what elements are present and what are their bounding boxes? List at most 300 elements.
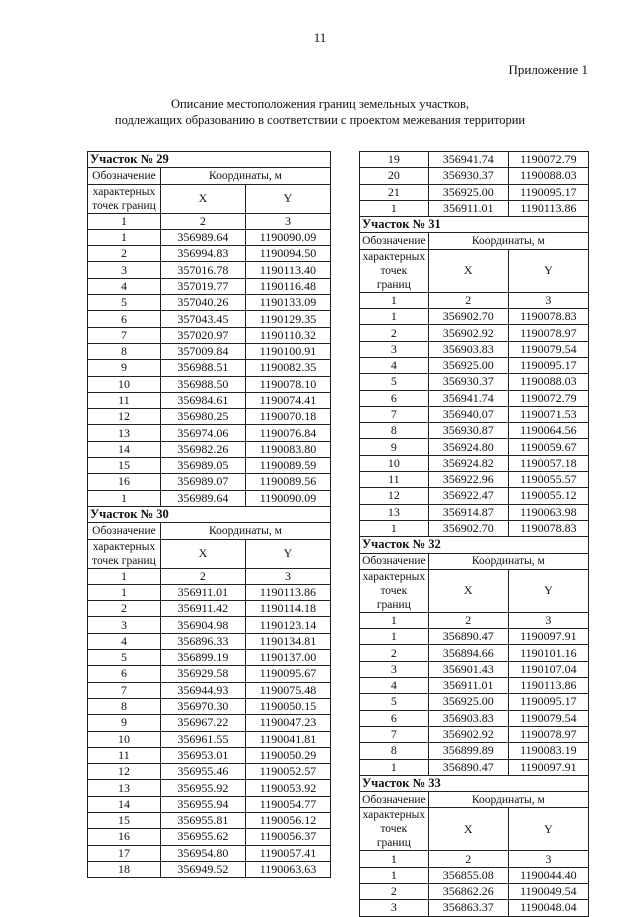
- table-row: [88, 715, 331, 731]
- point-number: 1: [88, 490, 161, 506]
- table-row: [88, 409, 331, 425]
- table-row: [88, 490, 331, 506]
- column-number-row: [360, 292, 589, 308]
- y-coordinate: 1190123.14: [245, 617, 330, 633]
- point-number: 2: [88, 601, 161, 617]
- table-row: [360, 488, 589, 504]
- y-coordinate: 1190095.17: [508, 694, 588, 710]
- y-coordinate: 1190089.59: [245, 458, 330, 474]
- point-number: 11: [88, 392, 161, 408]
- plot-title-row: [88, 152, 331, 168]
- left-column: [87, 151, 331, 878]
- column-number: 3: [245, 568, 330, 584]
- y-coordinate: 1190083.19: [508, 743, 588, 759]
- y-coordinate: 1190078.83: [508, 309, 588, 325]
- table-row: [88, 666, 331, 682]
- point-number: 7: [88, 682, 161, 698]
- point-number: 1: [88, 229, 161, 245]
- y-coordinate: 1190097.91: [508, 629, 588, 645]
- table-row: [88, 731, 331, 747]
- header-row: [360, 569, 589, 612]
- table-row: [88, 764, 331, 780]
- x-coordinate: 356911.01: [428, 678, 508, 694]
- document-title: [0, 96, 640, 128]
- point-number: 4: [88, 278, 161, 294]
- header-row: [360, 808, 589, 851]
- header-row: [88, 184, 331, 213]
- table-row: [360, 439, 589, 455]
- y-coordinate: 1190090.09: [245, 490, 330, 506]
- column-number: 2: [428, 292, 508, 308]
- header-row: [88, 539, 331, 568]
- point-number: 1: [360, 759, 429, 775]
- y-coordinate: 1190072.79: [508, 152, 588, 168]
- coordinates-header: Координаты, м: [428, 792, 588, 808]
- header-row: [360, 249, 589, 292]
- table-row: [88, 796, 331, 812]
- column-number: 3: [508, 612, 588, 628]
- column-number: 2: [160, 568, 245, 584]
- point-number: 10: [88, 376, 161, 392]
- plot-title: Участок № 31: [360, 217, 589, 233]
- x-coordinate: 356988.51: [160, 360, 245, 376]
- y-coordinate: 1190088.03: [508, 168, 588, 184]
- y-coordinate: 1190054.77: [245, 796, 330, 812]
- y-header: Y: [508, 569, 588, 612]
- point-number: 12: [88, 409, 161, 425]
- table-row: [360, 390, 589, 406]
- x-coordinate: 356922.96: [428, 472, 508, 488]
- y-header: Y: [508, 808, 588, 851]
- y-coordinate: 1190089.56: [245, 474, 330, 490]
- y-coordinate: 1190055.57: [508, 472, 588, 488]
- point-number: 14: [88, 441, 161, 457]
- table-row: [88, 812, 331, 828]
- coordinates-table-right: [359, 151, 589, 917]
- y-coordinate: 1190044.40: [508, 867, 588, 883]
- table-row: [88, 698, 331, 714]
- y-coordinate: 1190097.91: [508, 759, 588, 775]
- y-coordinate: 1190050.15: [245, 698, 330, 714]
- point-number: 13: [88, 780, 161, 796]
- table-row: [360, 341, 589, 357]
- table-row: [360, 152, 589, 168]
- y-coordinate: 1190056.37: [245, 829, 330, 845]
- x-coordinate: 356901.43: [428, 661, 508, 677]
- table-row: [360, 309, 589, 325]
- point-number: 4: [360, 357, 429, 373]
- point-number: 16: [88, 474, 161, 490]
- coordinates-header: Координаты, м: [160, 523, 330, 539]
- point-number: 8: [88, 343, 161, 359]
- plot-title-row: [360, 775, 589, 791]
- table-row: [360, 325, 589, 341]
- plot-title-row: [88, 506, 331, 522]
- x-coordinate: 356989.05: [160, 458, 245, 474]
- column-number: 1: [360, 851, 429, 867]
- designation-header-sub: характерных точек границ: [360, 808, 429, 851]
- y-coordinate: 1190090.09: [245, 229, 330, 245]
- x-header: X: [428, 808, 508, 851]
- x-coordinate: 356955.92: [160, 780, 245, 796]
- point-number: 13: [360, 504, 429, 520]
- y-coordinate: 1190072.79: [508, 390, 588, 406]
- header-row: [360, 233, 589, 249]
- y-coordinate: 1190110.32: [245, 327, 330, 343]
- point-number: 3: [360, 900, 429, 916]
- point-number: 1: [360, 520, 429, 536]
- x-coordinate: 356855.08: [428, 867, 508, 883]
- point-number: 13: [88, 425, 161, 441]
- point-number: 8: [360, 743, 429, 759]
- y-coordinate: 1190137.00: [245, 650, 330, 666]
- x-coordinate: 356984.61: [160, 392, 245, 408]
- x-coordinate: 356941.74: [428, 390, 508, 406]
- y-coordinate: 1190114.18: [245, 601, 330, 617]
- table-row: [360, 406, 589, 422]
- point-number: 12: [88, 764, 161, 780]
- table-row: [360, 867, 589, 883]
- point-number: 8: [360, 423, 429, 439]
- point-number: 7: [360, 406, 429, 422]
- y-coordinate: 1190047.23: [245, 715, 330, 731]
- page-number: 11: [313, 30, 327, 45]
- x-coordinate: 356967.22: [160, 715, 245, 731]
- plot-title: Участок № 30: [88, 506, 331, 522]
- y-coordinate: 1190095.17: [508, 357, 588, 373]
- x-coordinate: 356982.26: [160, 441, 245, 457]
- y-coordinate: 1190063.98: [508, 504, 588, 520]
- header-row: [360, 553, 589, 569]
- y-coordinate: 1190083.80: [245, 441, 330, 457]
- x-coordinate: 357043.45: [160, 311, 245, 327]
- column-number: 1: [88, 213, 161, 229]
- y-coordinate: 1190075.48: [245, 682, 330, 698]
- x-coordinate: 356925.00: [428, 357, 508, 373]
- column-number: 2: [160, 213, 245, 229]
- x-coordinate: 356890.47: [428, 759, 508, 775]
- y-coordinate: 1190070.18: [245, 409, 330, 425]
- column-number: 3: [245, 213, 330, 229]
- designation-header-sub: характерных точек границ: [88, 184, 161, 213]
- y-coordinate: 1190071.53: [508, 406, 588, 422]
- document-title-line-1: Описание местоположения границ земельных участков,: [170, 97, 470, 111]
- point-number: 4: [88, 633, 161, 649]
- y-coordinate: 1190079.54: [508, 710, 588, 726]
- point-number: 1: [360, 200, 429, 216]
- x-coordinate: 356989.64: [160, 490, 245, 506]
- x-coordinate: 356955.94: [160, 796, 245, 812]
- y-coordinate: 1190050.29: [245, 747, 330, 763]
- table-row: [88, 278, 331, 294]
- table-row: [88, 343, 331, 359]
- point-number: 2: [360, 883, 429, 899]
- point-number: 3: [360, 661, 429, 677]
- x-coordinate: 357040.26: [160, 295, 245, 311]
- y-coordinate: 1190088.03: [508, 374, 588, 390]
- y-coordinate: 1190129.35: [245, 311, 330, 327]
- x-coordinate: 356899.19: [160, 650, 245, 666]
- column-number: 1: [360, 292, 429, 308]
- x-coordinate: 356904.98: [160, 617, 245, 633]
- table-row: [88, 861, 331, 877]
- table-row: [360, 455, 589, 471]
- point-number: 11: [360, 472, 429, 488]
- designation-header: Обозначение: [360, 792, 429, 808]
- point-number: 21: [360, 184, 429, 200]
- x-coordinate: 356924.80: [428, 439, 508, 455]
- point-number: 3: [88, 617, 161, 633]
- x-coordinate: 356944.93: [160, 682, 245, 698]
- y-coordinate: 1190076.84: [245, 425, 330, 441]
- x-coordinate: 356953.01: [160, 747, 245, 763]
- x-coordinate: 356940.07: [428, 406, 508, 422]
- table-row: [88, 360, 331, 376]
- table-row: [360, 743, 589, 759]
- y-coordinate: 1190048.04: [508, 900, 588, 916]
- point-number: 20: [360, 168, 429, 184]
- point-number: 15: [88, 812, 161, 828]
- x-coordinate: 356903.83: [428, 710, 508, 726]
- x-coordinate: 356899.89: [428, 743, 508, 759]
- x-coordinate: 356980.25: [160, 409, 245, 425]
- y-coordinate: 1190064.56: [508, 423, 588, 439]
- coordinates-table-left: [87, 151, 331, 878]
- table-row: [88, 829, 331, 845]
- y-coordinate: 1190053.92: [245, 780, 330, 796]
- x-coordinate: 356989.07: [160, 474, 245, 490]
- table-row: [360, 883, 589, 899]
- x-coordinate: 356914.87: [428, 504, 508, 520]
- y-coordinate: 1190095.67: [245, 666, 330, 682]
- x-coordinate: 356890.47: [428, 629, 508, 645]
- column-number: 2: [428, 612, 508, 628]
- point-number: 12: [360, 488, 429, 504]
- x-header: X: [428, 569, 508, 612]
- point-number: 2: [88, 246, 161, 262]
- y-header: Y: [245, 539, 330, 568]
- column-number-row: [88, 213, 331, 229]
- table-row: [88, 682, 331, 698]
- point-number: 3: [88, 262, 161, 278]
- point-number: 19: [360, 152, 429, 168]
- x-coordinate: 356902.70: [428, 309, 508, 325]
- x-coordinate: 356922.47: [428, 488, 508, 504]
- point-number: 1: [360, 309, 429, 325]
- point-number: 16: [88, 829, 161, 845]
- y-coordinate: 1190082.35: [245, 360, 330, 376]
- plot-title: Участок № 29: [88, 152, 331, 168]
- table-row: [360, 694, 589, 710]
- y-coordinate: 1190078.10: [245, 376, 330, 392]
- point-number: 1: [360, 867, 429, 883]
- y-coordinate: 1190113.40: [245, 262, 330, 278]
- table-row: [360, 645, 589, 661]
- x-coordinate: 356911.01: [428, 200, 508, 216]
- y-coordinate: 1190055.12: [508, 488, 588, 504]
- x-coordinate: 356961.55: [160, 731, 245, 747]
- column-number-row: [360, 851, 589, 867]
- y-coordinate: 1190134.81: [245, 633, 330, 649]
- table-row: [360, 184, 589, 200]
- table-row: [360, 357, 589, 373]
- appendix-label: Приложение 1: [508, 62, 588, 77]
- y-coordinate: 1190113.86: [508, 678, 588, 694]
- y-coordinate: 1190133.09: [245, 295, 330, 311]
- x-coordinate: 356903.83: [428, 341, 508, 357]
- column-number-row: [88, 568, 331, 584]
- point-number: 7: [88, 327, 161, 343]
- y-coordinate: 1190078.97: [508, 726, 588, 742]
- y-coordinate: 1190041.81: [245, 731, 330, 747]
- y-coordinate: 1190107.04: [508, 661, 588, 677]
- designation-header: Обозначение: [360, 553, 429, 569]
- point-number: 11: [88, 747, 161, 763]
- y-coordinate: 1190116.48: [245, 278, 330, 294]
- x-header: X: [428, 249, 508, 292]
- table-row: [88, 633, 331, 649]
- x-coordinate: 356955.46: [160, 764, 245, 780]
- x-coordinate: 356894.66: [428, 645, 508, 661]
- y-coordinate: 1190049.54: [508, 883, 588, 899]
- table-row: [88, 845, 331, 861]
- point-number: 3: [360, 341, 429, 357]
- table-row: [88, 295, 331, 311]
- point-number: 6: [360, 710, 429, 726]
- point-number: 6: [88, 311, 161, 327]
- x-coordinate: 356949.52: [160, 861, 245, 877]
- y-coordinate: 1190095.17: [508, 184, 588, 200]
- y-coordinate: 1190074.41: [245, 392, 330, 408]
- table-row: [88, 458, 331, 474]
- plot-title-row: [360, 537, 589, 553]
- y-coordinate: 1190056.12: [245, 812, 330, 828]
- point-number: 6: [88, 666, 161, 682]
- x-coordinate: 356911.42: [160, 601, 245, 617]
- table-row: [88, 584, 331, 600]
- table-row: [360, 678, 589, 694]
- table-row: [88, 229, 331, 245]
- y-coordinate: 1190079.54: [508, 341, 588, 357]
- table-row: [360, 504, 589, 520]
- table-row: [88, 392, 331, 408]
- y-coordinate: 1190113.86: [245, 584, 330, 600]
- table-row: [88, 425, 331, 441]
- x-coordinate: 356863.37: [428, 900, 508, 916]
- point-number: 5: [88, 295, 161, 311]
- y-coordinate: 1190057.18: [508, 455, 588, 471]
- designation-header: Обозначение: [360, 233, 429, 249]
- y-coordinate: 1190063.63: [245, 861, 330, 877]
- coordinates-header: Координаты, м: [428, 233, 588, 249]
- x-coordinate: 356902.70: [428, 520, 508, 536]
- table-row: [360, 168, 589, 184]
- table-row: [88, 246, 331, 262]
- column-number: 2: [428, 851, 508, 867]
- point-number: 5: [360, 374, 429, 390]
- designation-header-sub: характерных точек границ: [360, 569, 429, 612]
- plot-title-row: [360, 217, 589, 233]
- x-coordinate: 357019.77: [160, 278, 245, 294]
- table-row: [360, 759, 589, 775]
- x-coordinate: 356902.92: [428, 325, 508, 341]
- x-coordinate: 356925.00: [428, 184, 508, 200]
- point-number: 15: [88, 458, 161, 474]
- x-coordinate: 356911.01: [160, 584, 245, 600]
- table-row: [88, 747, 331, 763]
- table-row: [360, 661, 589, 677]
- y-coordinate: 1190113.86: [508, 200, 588, 216]
- point-number: 8: [88, 698, 161, 714]
- point-number: 9: [88, 715, 161, 731]
- point-number: 18: [88, 861, 161, 877]
- y-coordinate: 1190052.57: [245, 764, 330, 780]
- table-row: [88, 780, 331, 796]
- y-coordinate: 1190101.16: [508, 645, 588, 661]
- point-number: 14: [88, 796, 161, 812]
- designation-header-sub: характерных точек границ: [88, 539, 161, 568]
- table-row: [88, 311, 331, 327]
- x-header: X: [160, 539, 245, 568]
- right-column: [359, 151, 589, 917]
- point-number: 6: [360, 390, 429, 406]
- column-number-row: [360, 612, 589, 628]
- point-number: 7: [360, 726, 429, 742]
- x-coordinate: 357020.97: [160, 327, 245, 343]
- x-coordinate: 356862.26: [428, 883, 508, 899]
- x-header: X: [160, 184, 245, 213]
- table-row: [88, 617, 331, 633]
- table-row: [88, 474, 331, 490]
- table-row: [360, 472, 589, 488]
- y-header: Y: [508, 249, 588, 292]
- plot-title: Участок № 33: [360, 775, 589, 791]
- header-row: [88, 168, 331, 184]
- x-coordinate: 357016.78: [160, 262, 245, 278]
- y-coordinate: 1190100.91: [245, 343, 330, 359]
- y-coordinate: 1190078.97: [508, 325, 588, 341]
- point-number: 2: [360, 325, 429, 341]
- y-coordinate: 1190059.67: [508, 439, 588, 455]
- x-coordinate: 356974.06: [160, 425, 245, 441]
- x-coordinate: 356930.37: [428, 168, 508, 184]
- table-row: [360, 423, 589, 439]
- x-coordinate: 356970.30: [160, 698, 245, 714]
- table-row: [360, 900, 589, 916]
- column-number: 3: [508, 851, 588, 867]
- document-title-line-2: подлежащих образованию в соответствии с проектом межевания территории: [114, 113, 526, 127]
- designation-header: Обозначение: [88, 168, 161, 184]
- table-row: [88, 441, 331, 457]
- x-coordinate: 356930.37: [428, 374, 508, 390]
- y-header: Y: [245, 184, 330, 213]
- header-row: [360, 792, 589, 808]
- table-row: [88, 601, 331, 617]
- x-coordinate: 357009.84: [160, 343, 245, 359]
- x-coordinate: 356924.82: [428, 455, 508, 471]
- x-coordinate: 356941.74: [428, 152, 508, 168]
- table-row: [360, 710, 589, 726]
- y-coordinate: 1190094.50: [245, 246, 330, 262]
- x-coordinate: 356930.87: [428, 423, 508, 439]
- x-coordinate: 356955.81: [160, 812, 245, 828]
- point-number: 1: [88, 584, 161, 600]
- table-row: [360, 200, 589, 216]
- x-coordinate: 356902.92: [428, 726, 508, 742]
- column-number: 1: [360, 612, 429, 628]
- plot-title: Участок № 32: [360, 537, 589, 553]
- table-row: [88, 376, 331, 392]
